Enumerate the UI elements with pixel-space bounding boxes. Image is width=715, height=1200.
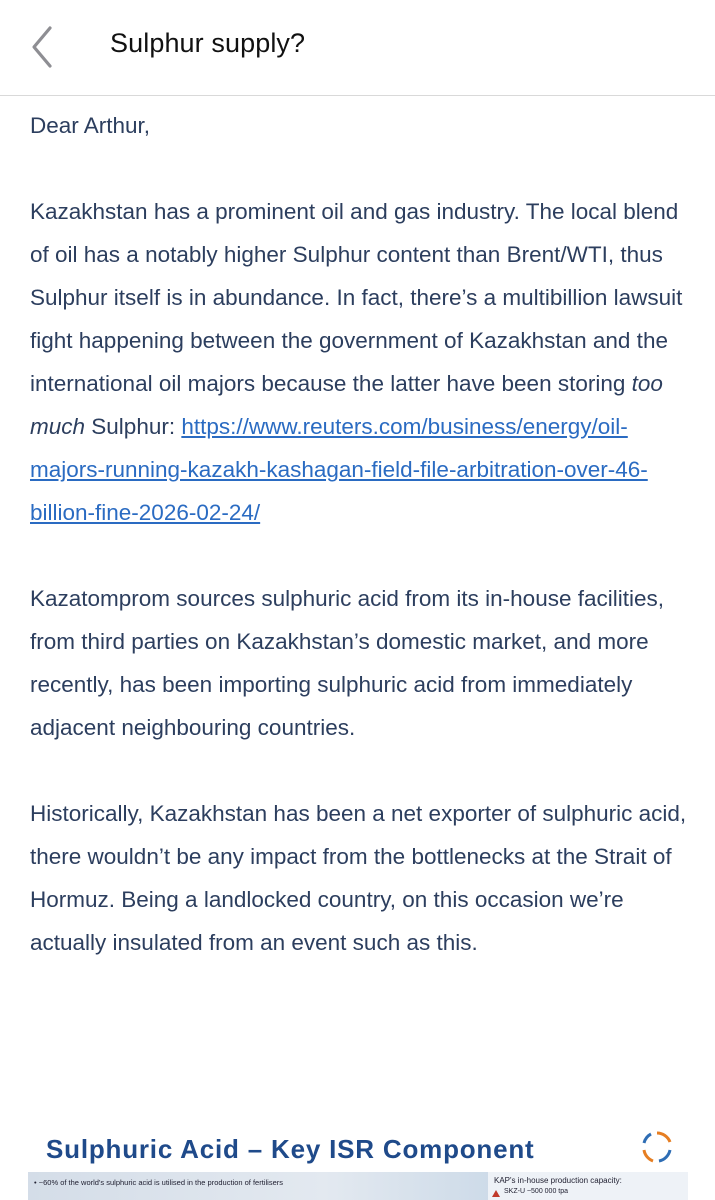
slide-bullet-text: ~60% of the world's sulphuric acid is utilised in the production of fertilisers [38, 1178, 283, 1187]
capacity-label: KAP's in-house production capacity: [494, 1176, 622, 1185]
kazatomprom-logo-icon [640, 1130, 674, 1164]
back-button[interactable] [22, 22, 66, 72]
capacity-item: SKZ-U ~500 000 tpa [504, 1188, 569, 1195]
page-title: Sulphur supply? [110, 28, 306, 58]
slide-title: Sulphuric Acid – Key ISR Component [46, 1134, 535, 1164]
chevron-left-icon [22, 22, 66, 72]
paragraph-exports: Historically, Kazakhstan has been a net exporter of sulphuric acid, there wouldn’t be any impact from the bottlenecks at the Strait of Hormuz. Being a landlocked country, on this occasion we’re actually insulated from an event such as this. [30, 801, 687, 955]
header-bar [0, 0, 715, 96]
paragraph-text: Sulphur: [85, 414, 182, 439]
slide-bullet: • ~60% of the world's sulphuric acid is utilised in the production of fertilisers [34, 1178, 283, 1187]
paragraph-oil-industry [30, 190, 700, 534]
marker-icon [492, 1190, 500, 1197]
attached-slide-image[interactable] [28, 1120, 688, 1200]
greeting: Dear Arthur, [30, 113, 151, 138]
paragraph-text: Kazakhstan has a prominent oil and gas industry. The local blend of oil has a notably higher Sulphur content than Brent/WTI, thus Sulphur itself is in abundance. In fact, there’s a multibillion lawsuit fight happening between the government of Kazakhstan and the international oil majors because the latter have been storing [30, 199, 683, 396]
slide-capacity-box [488, 1172, 688, 1200]
emphasis-text: too much [30, 371, 663, 439]
paragraph-sourcing: Kazatomprom sources sulphuric acid from its in-house facilities, from third parties on Kazakhstan’s domestic market, and more recently, has been importing sulphuric acid from immediately adjacent neighbouring countries. [30, 586, 664, 740]
email-body [30, 104, 700, 964]
reuters-article-link[interactable]: https://www.reuters.com/business/energy/oil-majors-running-kazakh-kashagan-field-file-arbitration-over-46-billion-fine-2026-02-24/ [30, 414, 648, 525]
